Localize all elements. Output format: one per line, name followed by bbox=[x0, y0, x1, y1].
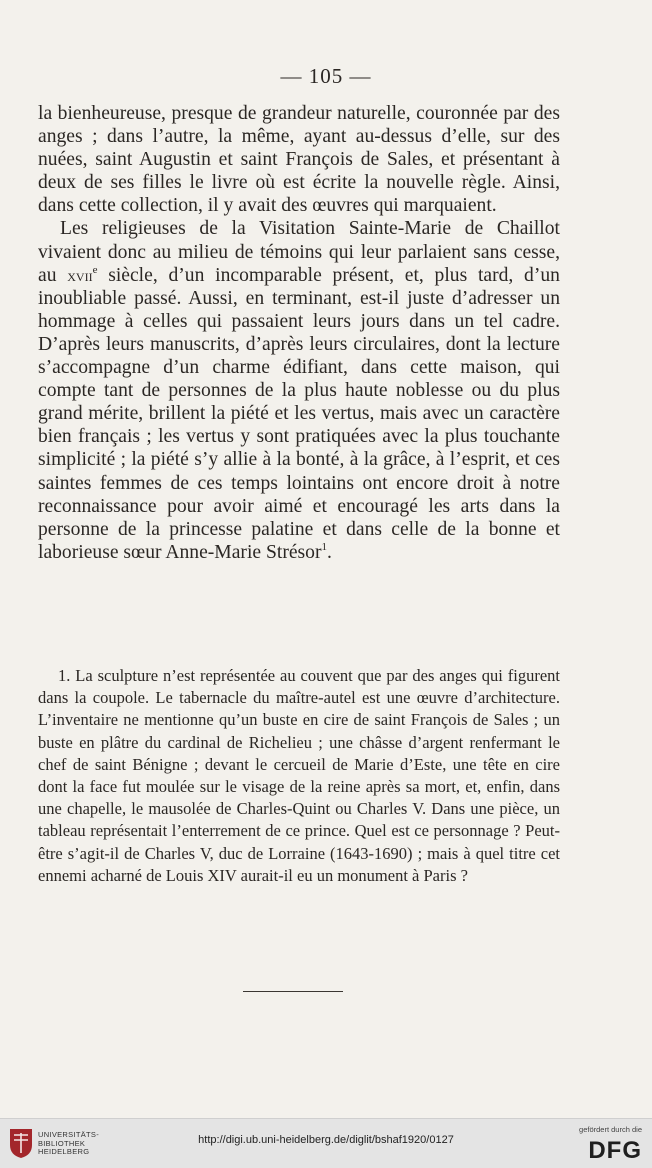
page-number-header: — 105 — bbox=[280, 64, 372, 88]
footnote: 1. La sculpture n’est représentée au couvent que par des anges qui figurent dans la coupole. Le tabernacle du maître-autel est une œuvre d’architecture. L’inventaire ne mentionne qu’un buste en cire de saint François de Sales ; un buste en plâtre du cardinal de Richelieu ; une châsse d’argent renfermant le chef de saint Bénigne ; devant le cercueil de Marie d’Este, une tête en cire dont la face fut moulée sur le visage de la reine après sa mort, et, enfin, dans une chapelle, le mausolée de Charles-Quint ou Charles V. Dans une pièce, un tableau représentait l’enterrement de ce prince. Quel est ce personnage ? Peut-être s’agit-il de Charles V, duc de Lorraine (1643-1690) ; mais à quel titre cet ennemi acharné de Louis XIV aurait-il eu un monument à Paris ? bbox=[38, 666, 560, 885]
funding-label: gefördert durch die bbox=[579, 1125, 642, 1134]
paragraph-visitation bbox=[38, 217, 560, 563]
library-name-line3: HEIDELBERG bbox=[38, 1147, 90, 1156]
paragraph-end: . bbox=[327, 541, 332, 563]
end-rule bbox=[243, 991, 343, 992]
footnote-reference[interactable]: 1 bbox=[321, 540, 327, 553]
century-superscript: e bbox=[92, 263, 98, 276]
paragraph-continued: la bienheureuse, presque de grandeur naturelle, couronnée par des anges ; dans l’autre, la même, ayant au-dessus d’elle, sur des nuées, saint Augustin et saint François de Sales, et présentant à deux de ses filles le livre où est écrite la nouvelle règle. Ainsi, dans cette collection, il y avait des œuvres qui marquaient. bbox=[38, 103, 560, 217]
library-name-line1: UNIVERSITÄTS- bbox=[38, 1130, 99, 1139]
dfg-logo[interactable]: DFG bbox=[588, 1137, 642, 1164]
main-text bbox=[38, 102, 560, 564]
library-name-line2: BIBLIOTHEK bbox=[38, 1138, 86, 1148]
viewer-footer bbox=[0, 1118, 652, 1168]
century-numeral: xvii bbox=[67, 265, 93, 285]
permalink-url[interactable]: http://digi.ub.uni-heidelberg.de/diglit/bshaf1920/0127 bbox=[198, 1134, 454, 1146]
paragraph-text-part2: siècle, d’un incomparable présent, et, plus tard, d’un inoubliable passé. Aussi, en terminant, est-il juste d’adresser un hommage à celles qui passaient leurs jours dans un tel cadre. D’après leurs manuscrits, d’après leurs circulaires, dont la lecture s’accompagne d’un charme édifiant, dans cette maison, qui compte tant de personnes de la plus haute noblesse ou du plus grand mérite, brillent la piété et les vertus, mais avec un caractère bien français ; les vertus y sont pratiquées avec la plus touchante simplicité ; la piété s’y allie à la bonté, à la grâce, à l’esprit, et ces saintes femmes de ces temps lointains ont encore droit à notre reconnaissance pour avoir aimé et encouragé les arts dans la personne de la princesse palatine et dans celle de la bonne et laborieuse sœur Anne-Marie Strésor bbox=[38, 264, 560, 563]
paragraph-text-part1: Les religieuses de la Visitation Sainte-Marie de Chaillot vivaient donc au milieu de témoins qui leur parlaient sans cesse, au bbox=[38, 218, 560, 286]
